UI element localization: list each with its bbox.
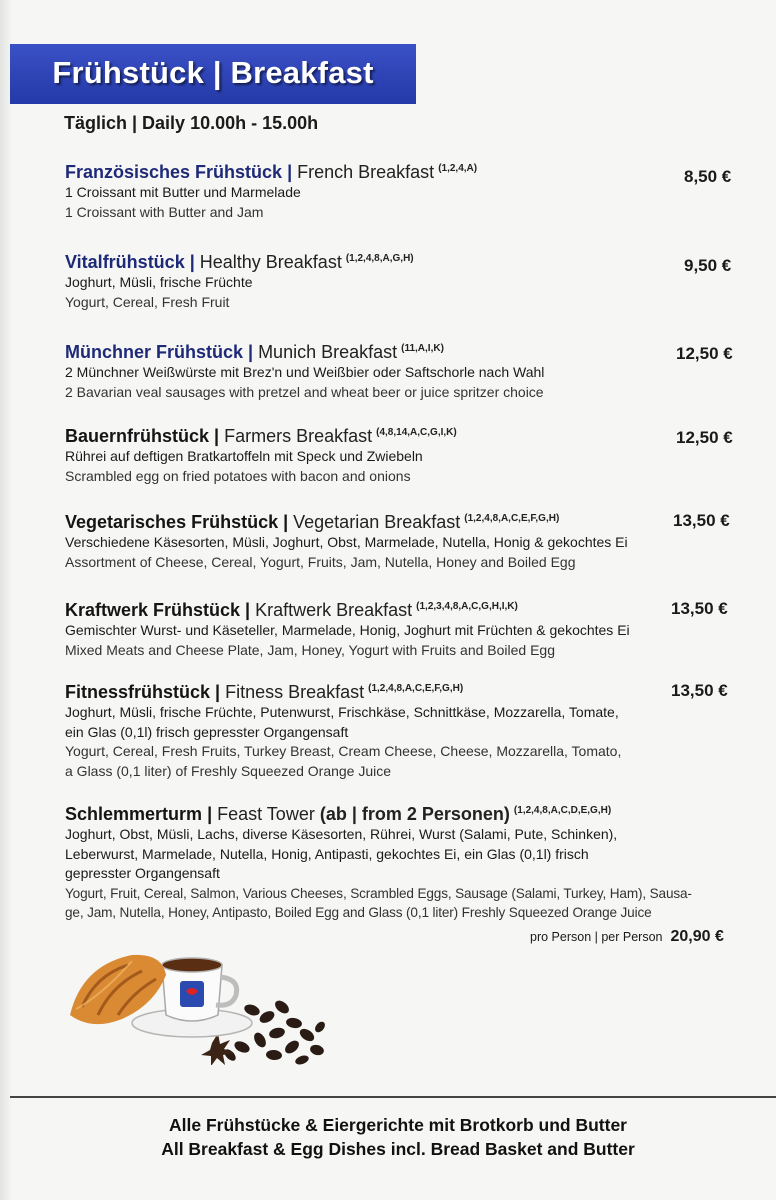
allergen-codes: (1,2,4,8,A,C,D,E,G,H) xyxy=(513,805,612,816)
page-edge-shadow xyxy=(0,0,12,1200)
item-desc-de: gepresster Organgensaft xyxy=(65,865,220,881)
item-desc-de: Leberwurst, Marmelade, Nutella, Honig, Antipasti, gekochtes Ei, ein Glas (0,1l) frisch xyxy=(65,845,589,862)
header-band xyxy=(10,44,416,104)
item-name-en: Feast Tower xyxy=(217,804,315,824)
item-desc-en: a Glass (0,1 liter) of Freshly Squeezed Orange Juice xyxy=(65,762,392,779)
menu-item-farmers-breakfast xyxy=(65,422,745,486)
item-name-en: Vegetarian Breakfast xyxy=(293,512,461,532)
allergen-codes: (1,2,3,4,8,A,C,G,H,I,K) xyxy=(416,601,518,612)
footer-line-en: All Breakfast & Egg Dishes incl. Bread Basket and Butter xyxy=(161,1139,635,1159)
menu-item-fitness-breakfast xyxy=(65,678,745,781)
title-separator: | xyxy=(240,600,256,620)
item-desc-en: 2 Bavarian veal sausages with pretzel and wheat beer or juice spritzer choice xyxy=(65,383,544,400)
item-price: 12,50 € xyxy=(676,344,733,363)
item-desc-en: Assortment of Cheese, Cereal, Yogurt, Fruits, Jam, Nutella, Honey and Boiled Egg xyxy=(65,553,576,570)
item-name-de: Münchner Frühstück xyxy=(65,342,244,362)
item-name-de: Französisches Frühstück xyxy=(65,162,283,182)
item-name-de: Vegetarisches Frühstück xyxy=(65,512,279,532)
title-separator: | xyxy=(282,162,298,182)
item-title xyxy=(65,422,745,447)
item-desc-de: 2 Münchner Weißwürste mit Brez'n und Weißbier oder Saftschorle nach Wahl xyxy=(65,364,545,380)
allergen-codes: (1,2,4,8,A,C,E,F,G,H) xyxy=(464,513,560,524)
item-desc-en: Scrambled egg on fried potatoes with bacon and onions xyxy=(65,467,411,484)
allergen-codes: (1,2,4,8,A,G,H) xyxy=(345,253,414,264)
item-title xyxy=(65,248,745,273)
item-title xyxy=(65,678,745,703)
item-desc-de: Joghurt, Obst, Müsli, Lachs, diverse Käsesorten, Rührei, Wurst (Salami, Pute, Schinken), xyxy=(65,826,618,842)
title-separator: | xyxy=(202,804,218,824)
croissant-coffee-illustration xyxy=(62,935,332,1065)
title-separator: | xyxy=(209,426,225,446)
allergen-codes: (1,2,4,A) xyxy=(438,163,478,174)
menu-item-kraftwerk-breakfast xyxy=(65,596,745,660)
item-desc-en: Mixed Meats and Cheese Plate, Jam, Honey, Yogurt with Fruits and Boiled Egg xyxy=(65,641,556,658)
opening-hours: Täglich | Daily 10.00h - 15.00h xyxy=(64,113,319,133)
item-title xyxy=(65,508,745,533)
title-separator: | xyxy=(210,682,226,702)
per-person-price-row xyxy=(530,928,724,946)
item-name-de: Schlemmerturm xyxy=(65,804,203,824)
item-title xyxy=(65,596,745,621)
allergen-codes: (1,2,4,8,A,C,E,F,G,H) xyxy=(368,683,464,694)
per-person-label: pro Person | per Person xyxy=(530,930,663,944)
item-name-de: Bauernfrühstück xyxy=(65,426,210,446)
item-desc-de: 1 Croissant mit Butter und Marmelade xyxy=(65,184,301,200)
item-desc-de: Joghurt, Müsli, frische Früchte, Putenwurst, Frischkäse, Schnittkäse, Mozzarella, Tomate, xyxy=(65,704,619,720)
item-name-de: Fitnessfrühstück xyxy=(65,682,211,702)
item-name-en: French Breakfast xyxy=(297,162,435,182)
item-desc-en: Yogurt, Cereal, Fresh Fruits, Turkey Breast, Cream Cheese, Cheese, Mozzarella, Tomato, xyxy=(65,743,622,759)
footer-note xyxy=(0,1113,776,1161)
menu-item-healthy-breakfast xyxy=(65,248,745,312)
menu-item-feast-tower xyxy=(65,800,745,923)
item-price: 12,50 € xyxy=(676,428,733,447)
item-desc-de: Joghurt, Müsli, frische Früchte xyxy=(65,274,253,290)
item-name-en: Fitness Breakfast xyxy=(225,682,365,702)
item-name-en: Kraftwerk Breakfast xyxy=(255,600,413,620)
item-desc-en: Yogurt, Fruit, Cereal, Salmon, Various Cheeses, Scrambled Eggs, Sausage (Salami, Turkey, Ham), Sausa- xyxy=(65,885,692,901)
page-title: Frühstück | Breakfast xyxy=(52,55,374,90)
item-name-en: Farmers Breakfast xyxy=(224,426,373,446)
item-desc-en: ge, Jam, Nutella, Honey, Antipasto, Boiled Egg and Glass (0,1 liter) Freshly Squeezed Orange Juice xyxy=(65,905,652,920)
item-min-persons: (ab | from 2 Personen) xyxy=(319,804,510,824)
item-desc-de: Verschiedene Käsesorten, Müsli, Joghurt, Obst, Marmelade, Nutella, Honig & gekochtes Ei xyxy=(65,534,628,550)
title-separator: | xyxy=(278,512,294,532)
footer-line-de: Alle Frühstücke & Eiergerichte mit Brotkorb und Butter xyxy=(169,1115,627,1135)
title-separator: | xyxy=(184,252,200,272)
allergen-codes: (11,A,I,K) xyxy=(401,343,444,354)
allergen-codes: (4,8,14,A,C,G,I,K) xyxy=(376,427,457,438)
item-price: 13,50 € xyxy=(671,681,728,700)
item-title xyxy=(65,800,745,825)
item-name-en: Healthy Breakfast xyxy=(199,252,342,272)
item-desc-de: Gemischter Wurst- und Käseteller, Marmelade, Honig, Joghurt mit Früchten & gekochtes Ei xyxy=(65,622,630,638)
item-name-en: Munich Breakfast xyxy=(258,342,398,362)
menu-item-french-breakfast xyxy=(65,158,745,222)
item-price: 13,50 € xyxy=(671,599,728,618)
item-price: 13,50 € xyxy=(673,511,730,530)
item-desc-de: Rührei auf deftigen Bratkartoffeln mit Speck und Zwiebeln xyxy=(65,448,423,464)
item-title xyxy=(65,338,745,363)
per-person-price: 20,90 € xyxy=(670,928,724,945)
item-title xyxy=(65,158,745,183)
item-price: 8,50 € xyxy=(684,167,732,186)
item-name-de: Kraftwerk Frühstück xyxy=(65,600,241,620)
item-name-de: Vitalfrühstück xyxy=(65,252,185,272)
title-separator: | xyxy=(243,342,259,362)
menu-item-munich-breakfast xyxy=(65,338,745,402)
item-desc-en: Yogurt, Cereal, Fresh Fruit xyxy=(65,293,230,310)
item-desc-de: ein Glas (0,1l) frisch gepresster Organgensaft xyxy=(65,723,349,740)
menu-item-vegetarian-breakfast xyxy=(65,508,745,572)
item-desc-en: 1 Croissant with Butter and Jam xyxy=(65,203,264,220)
item-price: 9,50 € xyxy=(684,256,732,275)
footer-divider xyxy=(10,1096,776,1098)
